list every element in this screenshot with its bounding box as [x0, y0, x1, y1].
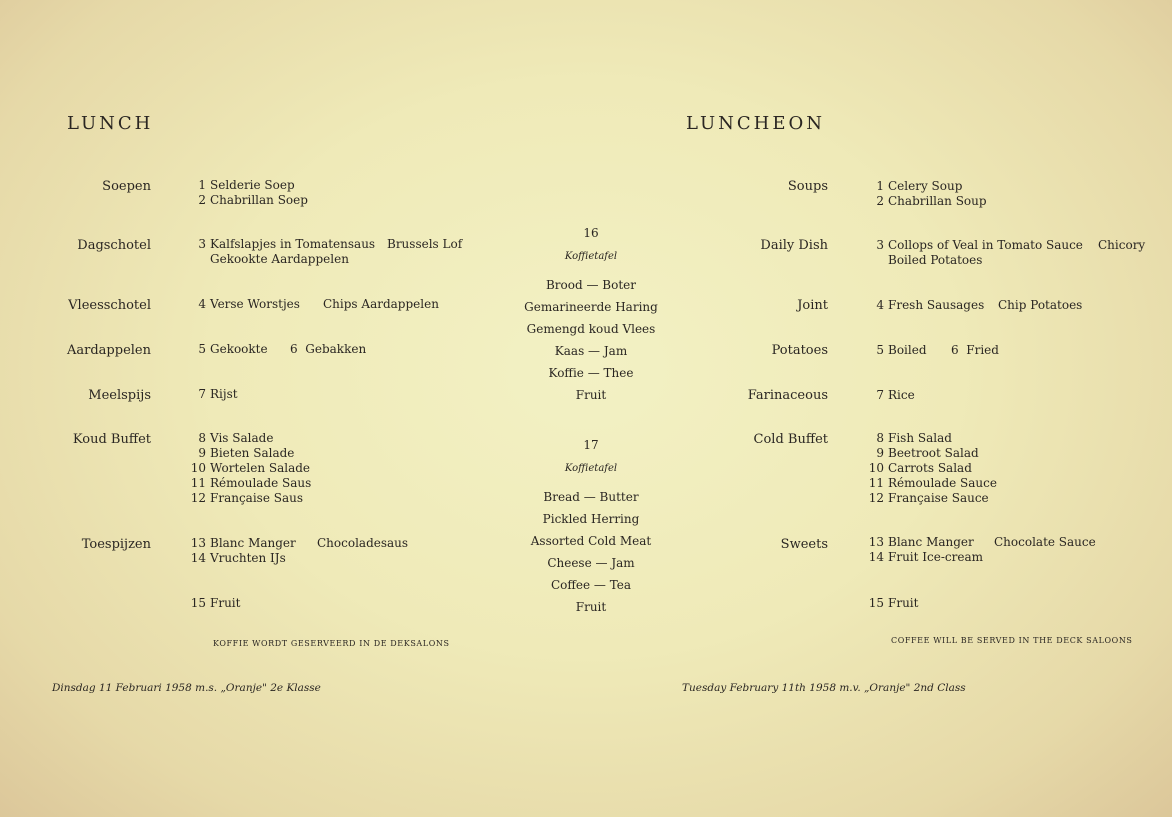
menu-item: 11 Rémoulade Sauce	[868, 476, 997, 490]
section-label: Toespijzen	[81, 537, 151, 552]
footer-date: Tuesday February 11th 1958 m.v. „Oranje" 2nd Class	[682, 682, 966, 694]
section-label: Vleesschotel	[68, 298, 151, 313]
menu-item: 8 Fish Salad	[876, 431, 952, 445]
menu-item: 12 Française Sauce	[868, 491, 989, 505]
section-label: Farinaceous	[747, 388, 828, 403]
menu-title-english: LUNCHEON	[686, 113, 826, 134]
side-dish: Chocolate Sauce	[994, 535, 1096, 549]
section-items	[866, 179, 987, 209]
section-items	[188, 342, 268, 357]
section-items	[866, 343, 927, 358]
section-items	[866, 596, 918, 611]
section-items	[188, 178, 308, 208]
menu-item: 10 Carrots Salad	[868, 461, 972, 475]
menu-item: 14 Fruit Ice-cream	[868, 550, 983, 564]
menu-item: 6 Fried	[951, 343, 999, 357]
menu-item: 8 Vis Salade	[198, 431, 274, 445]
block-heading: Koffietafel	[564, 251, 618, 262]
coffee-notice: COFFEE WILL BE SERVED IN THE DECK SALOONS	[891, 636, 1133, 645]
list-item: Bread — Butter	[543, 490, 639, 504]
section-label: Koud Buffet	[72, 432, 151, 447]
coffee-notice: KOFFIE WORDT GESERVEERD IN DE DEKSALONS	[213, 639, 450, 648]
section-label: Daily Dish	[760, 238, 828, 253]
section-items	[188, 297, 300, 312]
section-items	[188, 237, 375, 267]
menu-item: 3 Collops of Veal in Tomato Sauce	[876, 238, 1083, 252]
side-dish: Chips Aardappelen	[323, 297, 439, 311]
block-heading: Koffietafel	[564, 463, 618, 474]
menu-item: Boiled Potatoes	[888, 253, 983, 267]
section-label: Cold Buffet	[753, 432, 828, 447]
menu-item: 1 Selderie Soep	[198, 178, 295, 192]
list-item: Koffie — Thee	[548, 366, 634, 380]
menu-item: 9 Beetroot Salad	[876, 446, 979, 460]
section-label: Joint	[797, 298, 828, 313]
item-number: 17	[583, 438, 599, 452]
footer-date: Dinsdag 11 Februari 1958 m.s. „Oranje" 2e Klasse	[52, 682, 321, 694]
list-item: Kaas — Jam	[554, 344, 628, 358]
coffee-table-dutch	[501, 226, 681, 406]
side-dish: Chip Potatoes	[998, 298, 1083, 312]
menu-item: 15 Fruit	[868, 596, 919, 610]
item-number: 16	[583, 226, 599, 240]
section-items	[866, 431, 997, 506]
menu-item: 9 Bieten Salade	[198, 446, 295, 460]
menu-item: 11 Rémoulade Saus	[190, 476, 312, 490]
list-item: Gemengd koud Vlees	[526, 322, 656, 336]
menu-item: 4 Fresh Sausages	[876, 298, 985, 312]
side-dish: Brussels Lof	[387, 237, 463, 251]
section-items	[866, 388, 915, 403]
menu-item: 13 Blanc Manger	[868, 535, 974, 549]
menu-item: 15 Fruit	[190, 596, 241, 610]
section-label: Meelspijs	[88, 388, 151, 403]
menu-item: 10 Wortelen Salade	[190, 461, 311, 475]
section-items	[866, 535, 983, 565]
side-dish: Chocoladesaus	[317, 536, 409, 550]
section-items	[866, 238, 1083, 268]
list-item: Fruit	[575, 600, 607, 614]
menu-item: 4 Verse Worstjes	[198, 297, 300, 311]
section-label: Soups	[787, 179, 828, 194]
section-label: Dagschotel	[77, 238, 151, 253]
menu-item: 1 Celery Soup	[876, 179, 963, 193]
list-item: Brood — Boter	[545, 278, 637, 292]
menu-item: 6 Gebakken	[290, 342, 367, 356]
menu-item: 2 Chabrillan Soep	[198, 193, 308, 207]
menu-title-dutch: LUNCH	[67, 113, 154, 134]
menu-item: 7 Rice	[876, 388, 915, 402]
list-item: Cheese — Jam	[547, 556, 635, 570]
menu-item: 14 Vruchten IJs	[190, 551, 286, 565]
menu-item: 12 Française Saus	[190, 491, 303, 505]
list-item: Fruit	[575, 388, 607, 402]
section-label: Sweets	[780, 537, 828, 552]
menu-item: 5 Boiled	[876, 343, 927, 357]
coffee-table-english	[501, 438, 681, 618]
menu-item: 3 Kalfslapjes in Tomatensaus	[198, 237, 376, 251]
list-item: Gemarineerde Haring	[524, 300, 658, 314]
section-label: Aardappelen	[67, 343, 151, 358]
list-item: Assorted Cold Meat	[530, 534, 652, 548]
section-items	[188, 536, 296, 566]
section-label: Soepen	[102, 179, 151, 194]
side-dish: Chicory	[1098, 238, 1146, 252]
section-items	[188, 431, 311, 506]
section-items	[188, 596, 240, 611]
menu-item: 2 Chabrillan Soup	[876, 194, 987, 208]
section-label: Potatoes	[771, 343, 828, 358]
section-items	[866, 298, 984, 313]
list-item: Coffee — Tea	[550, 578, 632, 592]
menu-item: 13 Blanc Manger	[190, 536, 296, 550]
menu-item: 7 Rijst	[198, 387, 238, 401]
menu-item: 5 Gekookte	[198, 342, 268, 356]
section-items	[188, 387, 238, 402]
menu-item: Gekookte Aardappelen	[210, 252, 349, 266]
list-item: Pickled Herring	[542, 512, 640, 526]
